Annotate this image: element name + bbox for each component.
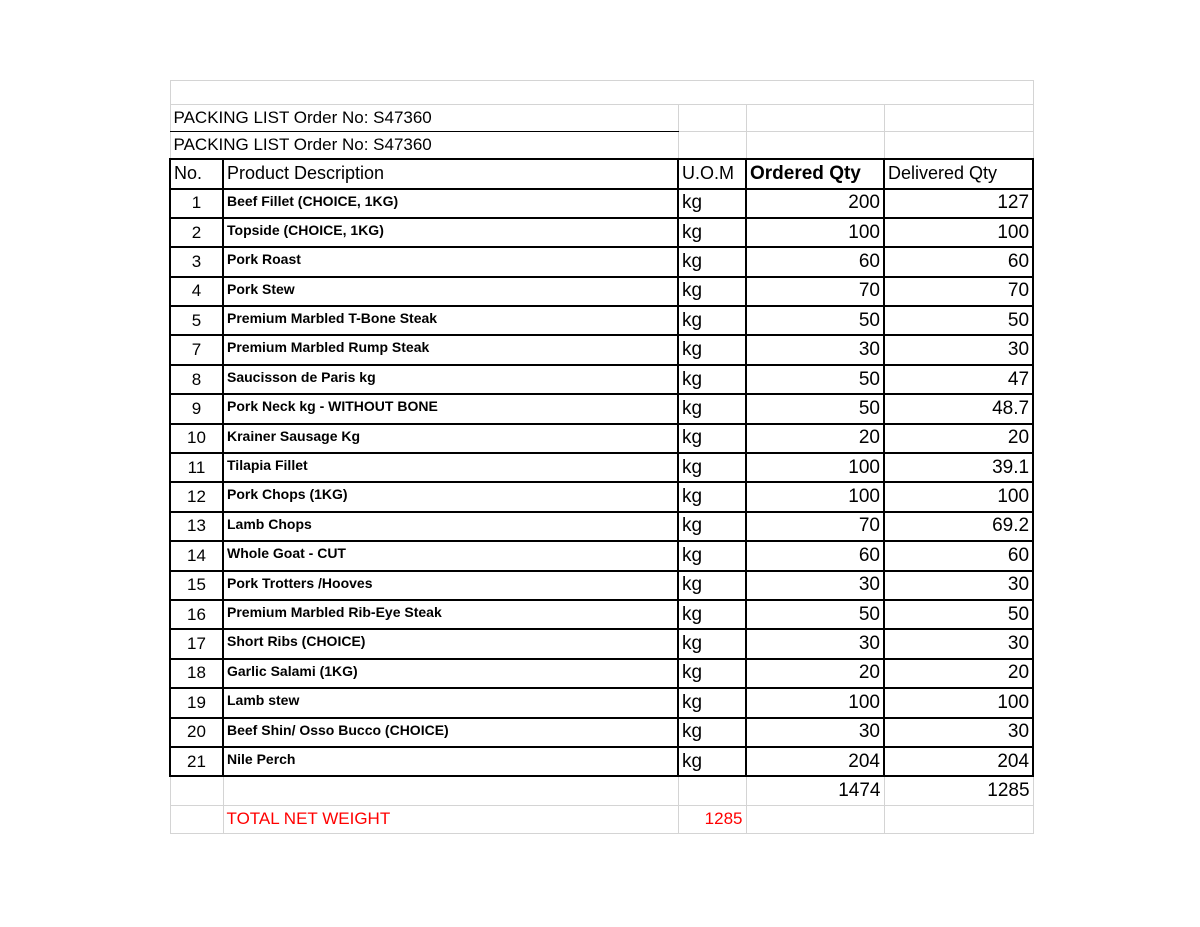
unit-of-measure: kg [678, 247, 746, 276]
product-description: Premium Marbled T-Bone Steak [223, 306, 678, 335]
ordered-qty: 100 [746, 453, 884, 482]
table-row [170, 306, 1033, 335]
row-number: 10 [170, 424, 223, 453]
unit-of-measure: kg [678, 189, 746, 218]
delivered-qty: 60 [884, 541, 1033, 570]
unit-of-measure: kg [678, 541, 746, 570]
delivered-qty: 30 [884, 718, 1033, 747]
row-number: 19 [170, 688, 223, 717]
product-description: Premium Marbled Rib-Eye Steak [223, 600, 678, 629]
table-row [170, 718, 1033, 747]
delivered-qty: 50 [884, 600, 1033, 629]
row-number: 3 [170, 247, 223, 276]
blank-row [170, 81, 1033, 105]
delivered-qty: 39.1 [884, 453, 1033, 482]
row-number: 4 [170, 277, 223, 306]
table-row [170, 629, 1033, 658]
table-row [170, 659, 1033, 688]
header-no: No. [170, 159, 223, 189]
ordered-qty: 50 [746, 365, 884, 394]
unit-of-measure: kg [678, 365, 746, 394]
sum-ordered: 1474 [746, 776, 884, 805]
ordered-qty: 50 [746, 600, 884, 629]
unit-of-measure: kg [678, 335, 746, 364]
table-row [170, 189, 1033, 218]
row-number: 15 [170, 571, 223, 600]
total-net-weight-value: 1285 [678, 805, 746, 833]
delivered-qty: 69.2 [884, 512, 1033, 541]
product-description: Pork Stew [223, 277, 678, 306]
title-line-2: PACKING LIST Order No: S47360 [170, 132, 678, 159]
product-description: Krainer Sausage Kg [223, 424, 678, 453]
sum-delivered: 1285 [884, 776, 1033, 805]
header-row [170, 159, 1033, 189]
unit-of-measure: kg [678, 747, 746, 776]
ordered-qty: 60 [746, 247, 884, 276]
ordered-qty: 100 [746, 688, 884, 717]
row-number: 7 [170, 335, 223, 364]
ordered-qty: 60 [746, 541, 884, 570]
delivered-qty: 47 [884, 365, 1033, 394]
total-net-weight-label: TOTAL NET WEIGHT [223, 805, 678, 833]
table-row [170, 747, 1033, 776]
header-ordered-qty: Ordered Qty [746, 159, 884, 189]
ordered-qty: 100 [746, 482, 884, 511]
row-number: 9 [170, 394, 223, 423]
product-description: Tilapia Fillet [223, 453, 678, 482]
header-delivered-qty: Delivered Qty [884, 159, 1033, 189]
ordered-qty: 30 [746, 629, 884, 658]
row-number: 8 [170, 365, 223, 394]
product-description: Whole Goat - CUT [223, 541, 678, 570]
product-description: Saucisson de Paris kg [223, 365, 678, 394]
table-row [170, 247, 1033, 276]
row-number: 14 [170, 541, 223, 570]
product-description: Beef Fillet (CHOICE, 1KG) [223, 189, 678, 218]
table-row [170, 688, 1033, 717]
ordered-qty: 200 [746, 189, 884, 218]
delivered-qty: 127 [884, 189, 1033, 218]
product-description: Lamb stew [223, 688, 678, 717]
ordered-qty: 100 [746, 218, 884, 247]
product-description: Garlic Salami (1KG) [223, 659, 678, 688]
delivered-qty: 30 [884, 629, 1033, 658]
ordered-qty: 70 [746, 512, 884, 541]
row-number: 20 [170, 718, 223, 747]
row-number: 18 [170, 659, 223, 688]
product-description: Short Ribs (CHOICE) [223, 629, 678, 658]
row-number: 11 [170, 453, 223, 482]
unit-of-measure: kg [678, 629, 746, 658]
table-row [170, 571, 1033, 600]
header-uom: U.O.M [678, 159, 746, 189]
table-row [170, 600, 1033, 629]
unit-of-measure: kg [678, 424, 746, 453]
unit-of-measure: kg [678, 600, 746, 629]
ordered-qty: 30 [746, 335, 884, 364]
row-number: 13 [170, 512, 223, 541]
ordered-qty: 204 [746, 747, 884, 776]
ordered-qty: 20 [746, 424, 884, 453]
table-row [170, 365, 1033, 394]
title-row-2 [170, 132, 1033, 159]
product-description: Topside (CHOICE, 1KG) [223, 218, 678, 247]
table-row [170, 512, 1033, 541]
packing-list-table [169, 80, 1034, 834]
unit-of-measure: kg [678, 659, 746, 688]
unit-of-measure: kg [678, 218, 746, 247]
product-description: Premium Marbled Rump Steak [223, 335, 678, 364]
ordered-qty: 30 [746, 718, 884, 747]
delivered-qty: 20 [884, 659, 1033, 688]
row-number: 5 [170, 306, 223, 335]
unit-of-measure: kg [678, 453, 746, 482]
unit-of-measure: kg [678, 277, 746, 306]
sum-row [170, 776, 1033, 805]
delivered-qty: 30 [884, 335, 1033, 364]
row-number: 2 [170, 218, 223, 247]
ordered-qty: 30 [746, 571, 884, 600]
unit-of-measure: kg [678, 688, 746, 717]
table-row [170, 394, 1033, 423]
table-row [170, 335, 1033, 364]
title-line-1: PACKING LIST Order No: S47360 [170, 105, 678, 132]
unit-of-measure: kg [678, 571, 746, 600]
delivered-qty: 100 [884, 688, 1033, 717]
product-description: Pork Roast [223, 247, 678, 276]
table-row [170, 218, 1033, 247]
ordered-qty: 50 [746, 306, 884, 335]
delivered-qty: 20 [884, 424, 1033, 453]
table-row [170, 541, 1033, 570]
delivered-qty: 70 [884, 277, 1033, 306]
delivered-qty: 204 [884, 747, 1033, 776]
unit-of-measure: kg [678, 482, 746, 511]
row-number: 17 [170, 629, 223, 658]
unit-of-measure: kg [678, 512, 746, 541]
product-description: Pork Trotters /Hooves [223, 571, 678, 600]
delivered-qty: 30 [884, 571, 1033, 600]
row-number: 12 [170, 482, 223, 511]
total-row [170, 805, 1033, 833]
table-row [170, 453, 1033, 482]
table-row [170, 424, 1033, 453]
table-row [170, 482, 1033, 511]
product-description: Nile Perch [223, 747, 678, 776]
ordered-qty: 70 [746, 277, 884, 306]
delivered-qty: 50 [884, 306, 1033, 335]
table-row [170, 277, 1033, 306]
delivered-qty: 100 [884, 218, 1033, 247]
product-description: Pork Chops (1KG) [223, 482, 678, 511]
title-row-1 [170, 105, 1033, 132]
header-description: Product Description [223, 159, 678, 189]
delivered-qty: 48.7 [884, 394, 1033, 423]
row-number: 1 [170, 189, 223, 218]
product-description: Lamb Chops [223, 512, 678, 541]
ordered-qty: 20 [746, 659, 884, 688]
unit-of-measure: kg [678, 394, 746, 423]
product-description: Pork Neck kg - WITHOUT BONE [223, 394, 678, 423]
unit-of-measure: kg [678, 718, 746, 747]
row-number: 16 [170, 600, 223, 629]
unit-of-measure: kg [678, 306, 746, 335]
ordered-qty: 50 [746, 394, 884, 423]
delivered-qty: 100 [884, 482, 1033, 511]
row-number: 21 [170, 747, 223, 776]
delivered-qty: 60 [884, 247, 1033, 276]
product-description: Beef Shin/ Osso Bucco (CHOICE) [223, 718, 678, 747]
